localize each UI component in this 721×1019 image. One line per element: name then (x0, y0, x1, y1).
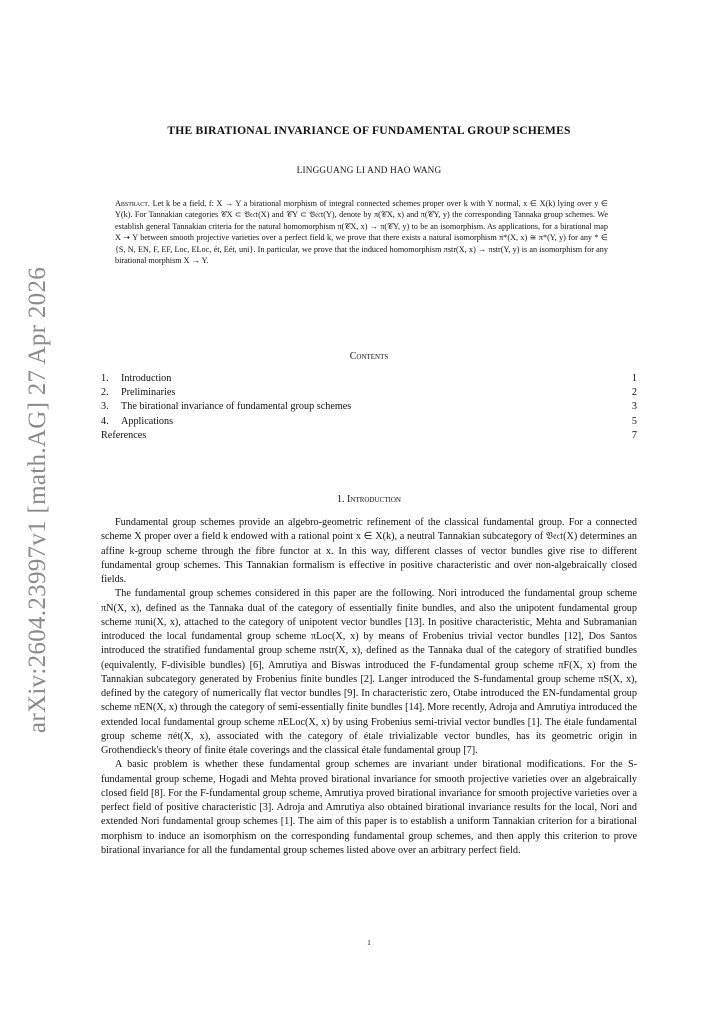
toc-page: 7 (631, 429, 637, 441)
abstract-label: Abstract. (115, 199, 150, 208)
toc-entry[interactable] (101, 400, 637, 414)
toc-page: 3 (631, 401, 637, 413)
arxiv-watermark (18, 266, 58, 734)
section-heading: 1. Introduction (337, 494, 401, 505)
abstract-text: Let k be a field, f: X → Y a birational morphism of integral connected schemes proper over k with Y normal, x ∈ X(k) lying over y ∈ Y(k). For Tannakian categories 𝒞X ⊂ 𝔙𝔢𝔠𝔱(X) and 𝒞Y ⊂ 𝔙𝔢𝔠𝔱(Y), denote by π(𝒞X, x) and π(𝒞Y, y) the corresponding Tannaka group schemes. We establish general Tannakian criteria for the natural homomorphism π(𝒞X, x) → π(𝒞Y, y) to be an isomorphism. As applications, for a birational map X ⇢ Y between smooth projective varieties over a perfect field k, we prove that there exists a natural isomorphism π*(X, x) ≅ π*(Y, y) for any * ∈ {S, N, EN, F, EF, Loc, ELoc, ét, Eét, uni}. In particular, we prove that the induced homomorphism πstr(X, x) → πstr(Y, y) is an isomorphism for any birational morphism X → Y. (115, 199, 609, 266)
toc-page: 1 (631, 373, 637, 384)
contents-heading: Contents (349, 351, 389, 362)
paragraph: Fundamental group schemes provide an algebro-geometric refinement of the classical fundamental group. For a connected scheme X proper over a field k endowed with a rational point x ∈ X(k), a neutral Tannakian subcategory of 𝔙𝔢𝔠𝔱(X) determines an affine k-group scheme through the fibre functor at x. In this way, different classes of vector bundles give rise to different fundamental group schemes. This Tannakian formalism is effective in positive characteristic and over non-algebraically closed fields. (101, 517, 637, 585)
toc-number: 4. (101, 415, 109, 427)
toc-label: References (101, 429, 147, 441)
toc-label: Preliminaries (121, 387, 176, 399)
toc-number: 2. (101, 387, 109, 399)
paper-title: THE BIRATIONAL INVARIANCE OF FUNDAMENTAL GROUP SCHEMES (167, 124, 571, 137)
toc-entry[interactable] (101, 386, 637, 400)
toc-entry[interactable] (101, 415, 637, 429)
toc-number: 3. (101, 401, 109, 413)
toc-entry[interactable] (101, 372, 637, 386)
toc-label: The birational invariance of fundamental group schemes (121, 401, 352, 413)
abstract (115, 198, 608, 266)
toc-label: Introduction (121, 373, 172, 384)
toc-page: 5 (631, 415, 637, 427)
paper-authors: LINGGUANG LI AND HAO WANG (296, 165, 442, 175)
toc-label: Applications (121, 415, 174, 427)
toc-page: 2 (631, 387, 637, 399)
table-of-contents (101, 372, 637, 443)
toc-number: 1. (101, 373, 109, 384)
paragraph: The fundamental group schemes considered in this paper are the following. Nori introduced the fundamental group scheme πN(X, x), defined as the Tannaka dual of the category of essentially finite bundles, and also the unipotent fundamental group scheme πuni(X, x), attached to the category of unipotent vector bundles [13]. In positive characteristic, Mehta and Subramanian introduced the local fundamental group scheme πLoc(X, x) by means of Frobenius trivial vector bundles [12], Dos Santos introduced the stratified fundamental group scheme πstr(X, x), defined as the Tannaka dual of the category of stratified bundles (equivalently, F-divisible bundles) [6], Amrutiya and Biswas introduced the F-fundamental group scheme πF(X, x) from the Tannakian subcategory generated by Frobenius finite bundles [2]. Langer introduced the S-fundamental group scheme πS(X, x), defined by the category of numerically flat vector bundles [9]. In characteristic zero, Otabe introduced the EN-fundamental group scheme πEN(X, x) through the category of semi-essentially finite bundles [14]. More recently, Adroja and Amrutiya introduced the extended local fundamental group scheme πELoc(X, x) by using Frobenius semi-trivial vector bundles [1]. The étale fundamental group scheme πét(X, x), associated with the category of étale trivializable vector bundles, has its geometric origin in Grothendieck's theory of finite étale coverings and the classical étale fundamental group [7]. (101, 588, 637, 756)
page-number: 1 (367, 938, 371, 947)
toc-entry[interactable] (101, 429, 637, 443)
arxiv-identifier: arXiv:2604.23997v1 [math.AG] 27 Apr 2026 (24, 266, 51, 734)
paragraph: A basic problem is whether these fundamental group schemes are invariant under birational modifications. For the S-fundamental group scheme, Hogadi and Mehta proved birational invariance for smooth projective varieties over an algebraically closed field [8]. For the F-fundamental group scheme, Amrutiya proved birational invariance for smooth projective varieties over a perfect field of positive characteristic [3]. Adroja and Amrutiya also obtained birational invariance results for the local, Nori and extended Nori fundamental group schemes [1]. The aim of this paper is to establish a uniform Tannakian criterion for a birational morphism to induce an isomorphism on the corresponding fundamental group schemes, and then apply this criterion to prove birational invariance for all the fundamental group schemes listed above over an arbitrary perfect field. (101, 759, 637, 856)
section-body (101, 516, 637, 858)
